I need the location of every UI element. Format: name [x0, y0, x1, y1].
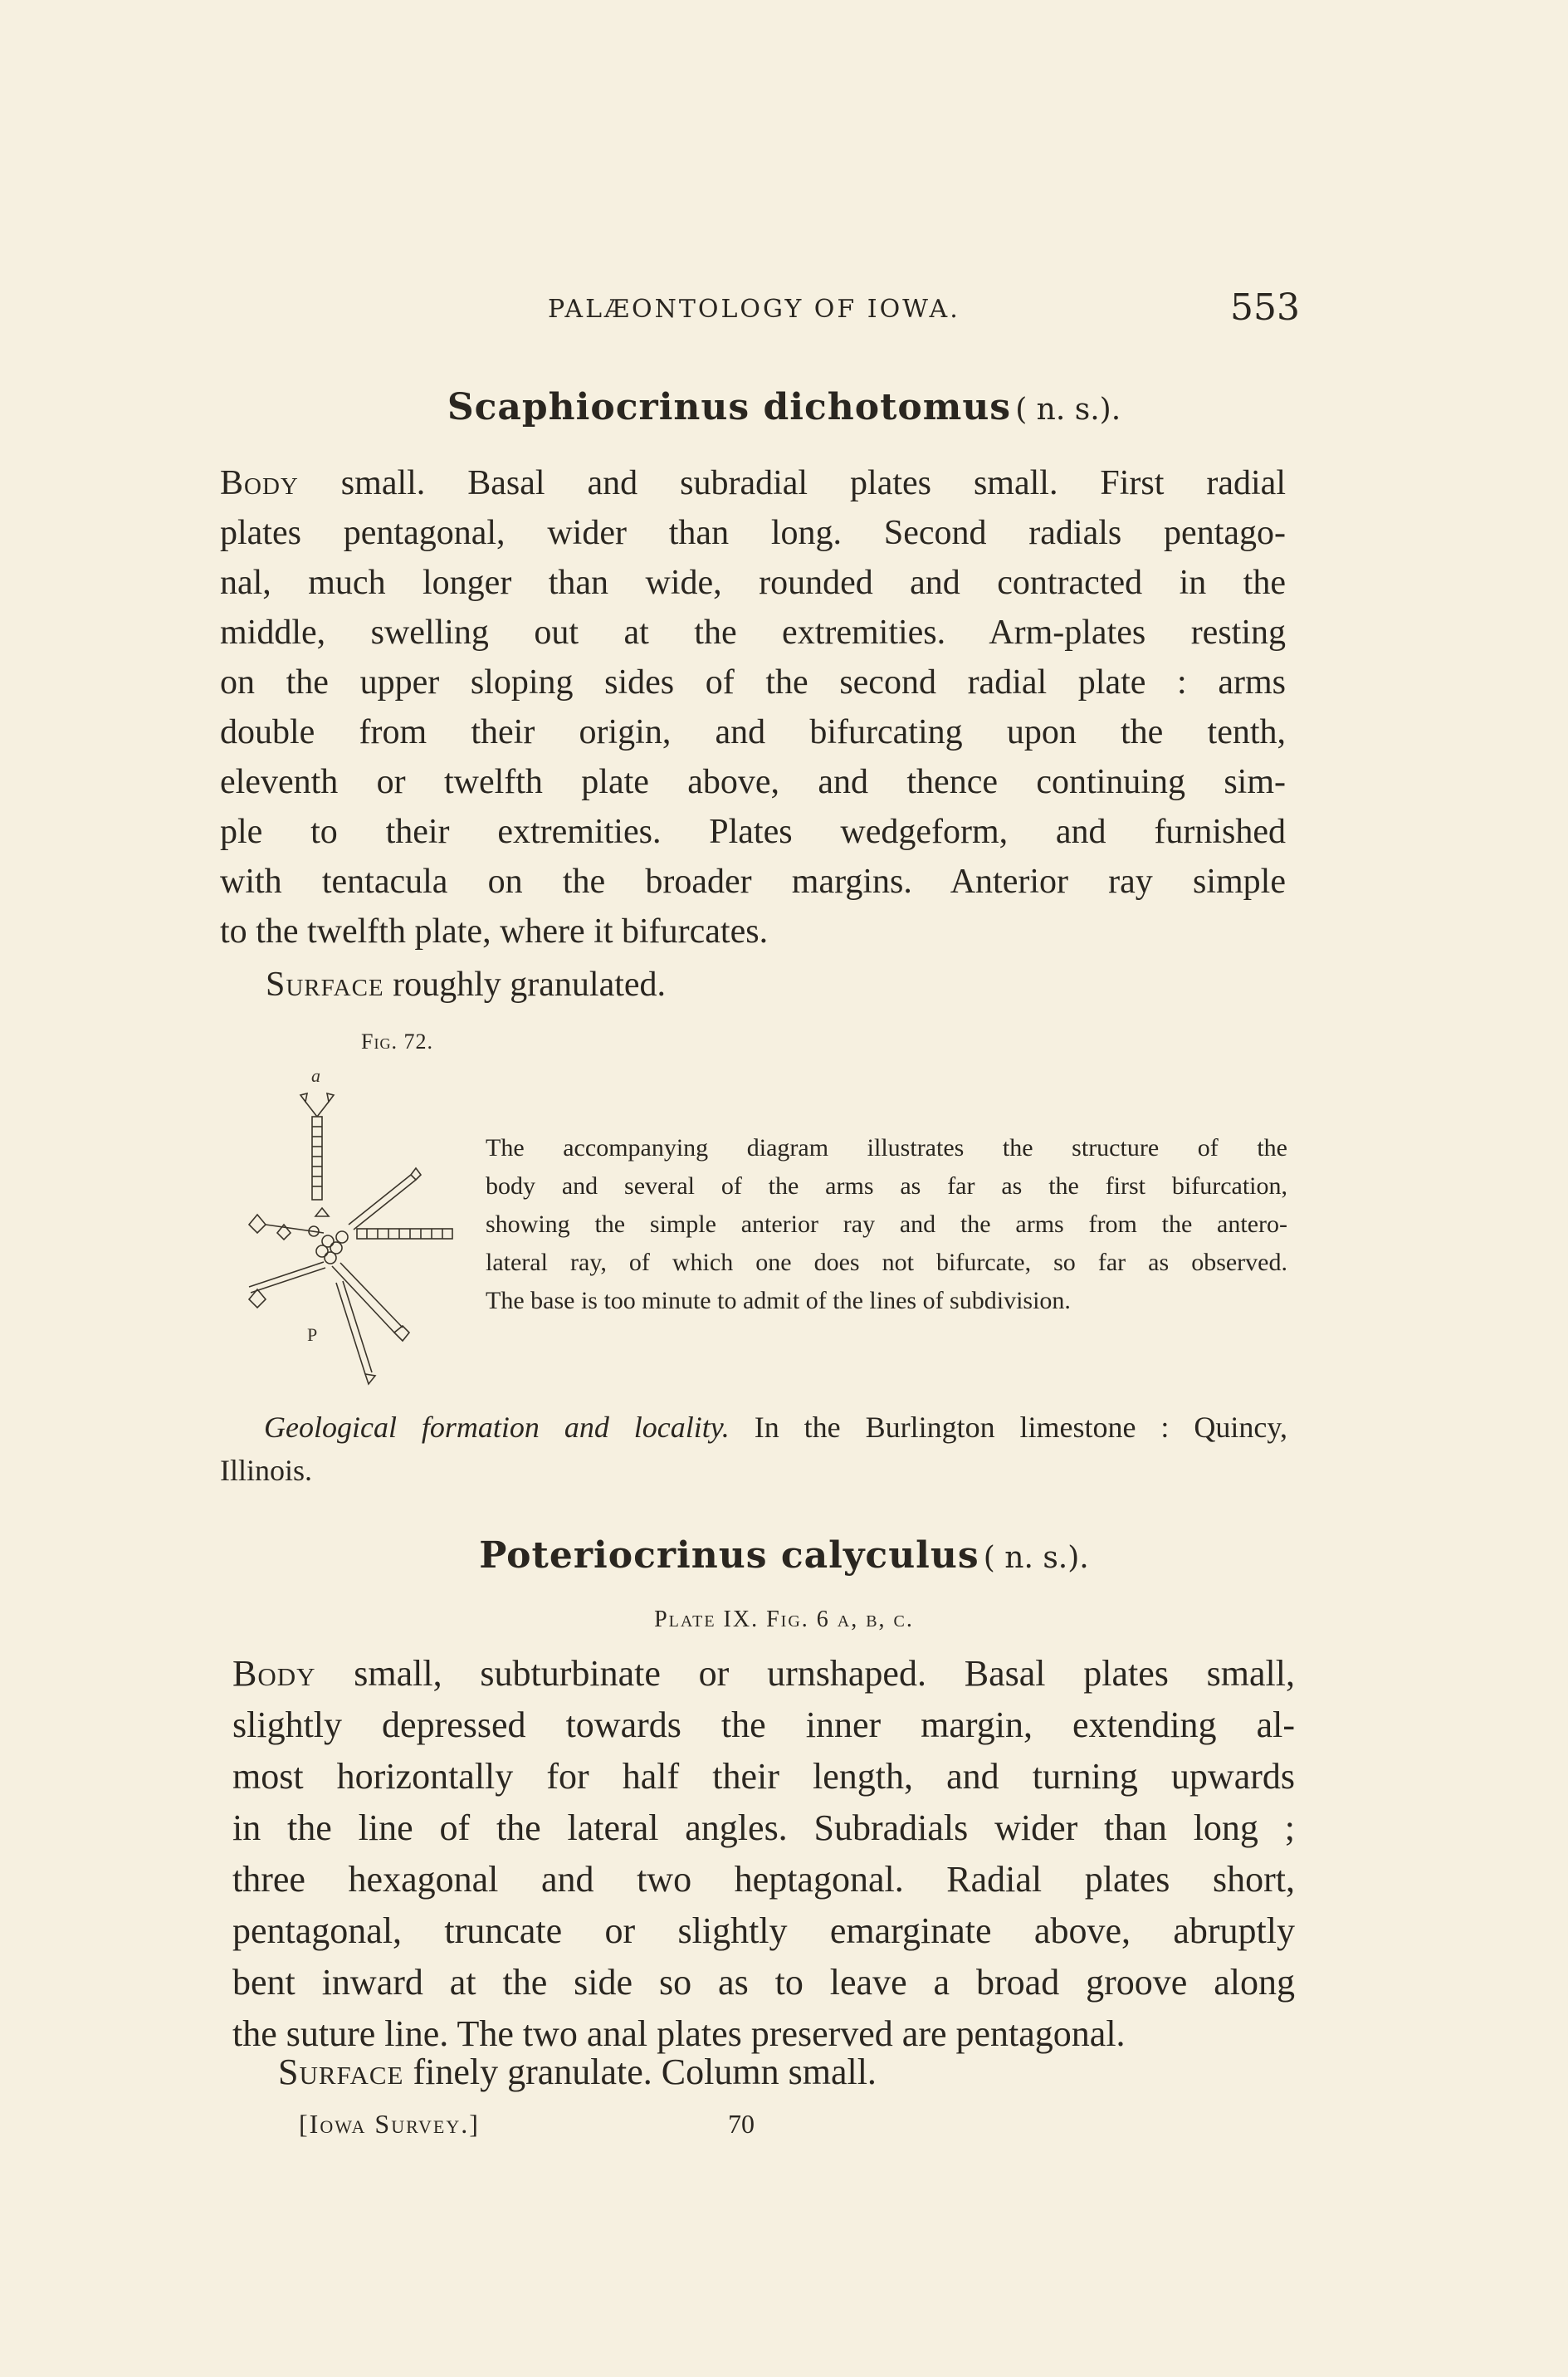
text-line: to the twelfth plate, where it bifurcates. — [220, 912, 769, 951]
text-line: with tentacula on the broader margins. Anterior ray simple — [220, 863, 1286, 901]
text-line: bent inward at the side so as to leave a broad groove along — [232, 1962, 1295, 2003]
lead-word: Body — [220, 464, 299, 502]
text-line: Body small, subturbinate or urnshaped. Basal plates small, — [232, 1653, 1295, 1694]
species-title-scaphiocrinus — [0, 386, 1568, 428]
caption-line: body and several of the arms as far as the first bifurcation, — [486, 1172, 1287, 1200]
crinoid-arm-diagram — [232, 1067, 465, 1399]
text-line: slightly depressed towards the inner margin, extending al- — [232, 1704, 1295, 1745]
figure-caption — [486, 1129, 1287, 1320]
page-number: 553 — [1230, 286, 1300, 329]
text-line: most horizontally for half their length, and turning upwards — [232, 1756, 1295, 1797]
text-line: on the upper sloping sides of the second radial plate : arms — [220, 663, 1286, 702]
text-line: ple to their extremities. Plates wedgeform, and furnished — [220, 813, 1286, 851]
caption-line: showing the simple anterior ray and the arms from the antero- — [486, 1211, 1287, 1238]
lower-right-arm — [332, 1263, 409, 1384]
text-line: middle, swelling out at the extremities. Arm-plates resting — [220, 614, 1286, 652]
lower-left-arm — [249, 1262, 325, 1308]
lead-word: Surface — [278, 2052, 404, 2092]
text-line: eleventh or twelfth plate above, and thence continuing sim- — [220, 763, 1286, 801]
caption-line: The accompanying diagram illustrates the structure of the — [486, 1134, 1287, 1162]
text-line: nal, much longer than wide, rounded and contracted in the — [220, 564, 1286, 602]
running-head — [0, 286, 1568, 328]
signature-mark: [Iowa Survey.] — [299, 2109, 480, 2139]
text-line: pentagonal, truncate or slightly emarginate above, abruptly — [232, 1910, 1295, 1951]
lead-word: Body — [232, 1653, 316, 1694]
text-line: Body small. Basal and subradial plates small. First radial — [220, 464, 1286, 502]
surface-paragraph-1: Surface roughly granulated. — [266, 966, 667, 1004]
description-paragraph-1 — [220, 458, 1286, 956]
text-line: Geological formation and locality. In the Burlington limestone : Quincy, — [264, 1411, 1288, 1444]
caption-line: The base is too minute to admit of the lines of subdivision. — [486, 1287, 1071, 1314]
lead-word: Surface — [266, 966, 384, 1004]
text-line: double from their origin, and bifurcating upon the tenth, — [220, 713, 1286, 751]
calyx — [315, 1208, 348, 1264]
running-title: PALÆONTOLOGY OF IOWA. — [548, 295, 960, 324]
figure-label: Fig. 72. — [361, 1030, 433, 1054]
species-designation: ( n. s.). — [983, 1541, 1089, 1575]
text-line: in the line of the lateral angles. Subradials wider than long ; — [232, 1807, 1295, 1848]
right-ray — [357, 1229, 452, 1239]
signature-number: 70 — [728, 2109, 755, 2139]
surface-paragraph-2: Surface finely granulate. Column small. — [278, 2052, 877, 2092]
species-designation: ( n. s.). — [1015, 393, 1121, 427]
species-name: Poteriocrinus calyculus — [479, 1534, 979, 1577]
text-line: three hexagonal and two heptagonal. Radial plates short, — [232, 1859, 1295, 1900]
anterior-ray — [300, 1093, 334, 1200]
geological-locality — [264, 1403, 1287, 1451]
marker-p: P — [307, 1324, 318, 1345]
geology-line-2: Illinois. — [220, 1454, 313, 1487]
marker-a: a — [311, 1067, 320, 1086]
plate-reference: Plate IX. Fig. 6 a, b, c. — [654, 1607, 914, 1632]
species-title-poteriocrinus — [0, 1534, 1568, 1577]
caption-line: lateral ray, of which one does not bifurcate, so far as observed. — [486, 1249, 1287, 1276]
upper-right-arm — [349, 1168, 421, 1230]
text-line: plates pentagonal, wider than long. Second radials pentago- — [220, 514, 1286, 552]
description-paragraph-2 — [232, 1648, 1295, 2060]
text-line: the suture line. The two anal plates preserved are pentagonal. — [232, 2013, 1126, 2054]
geology-lead: Geological formation and locality. — [264, 1411, 730, 1444]
species-name: Scaphiocrinus dichotomus — [447, 386, 1012, 428]
left-arm — [249, 1215, 324, 1240]
